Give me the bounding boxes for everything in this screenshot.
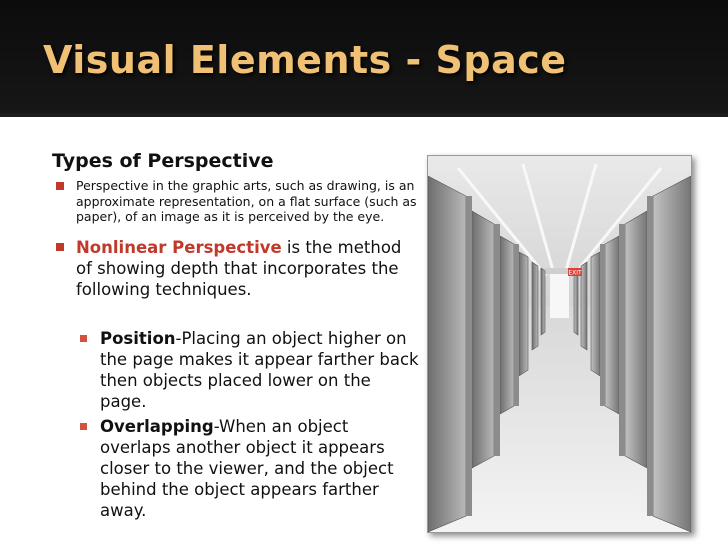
slide-title: Visual Elements - Space bbox=[43, 38, 567, 82]
slide-content bbox=[52, 150, 422, 525]
bullet-nonlinear-perspective bbox=[52, 237, 422, 300]
library-stacks-photo bbox=[427, 155, 692, 533]
subbullet-text: -Placing an object higher on the page makes it appear farther back then objects placed lower on the page. bbox=[100, 328, 419, 411]
subbullet-term: Position bbox=[100, 328, 176, 348]
bullet-text: is the method of showing depth that incorporates the following techniques. bbox=[76, 237, 402, 299]
bullet-square-icon bbox=[56, 243, 64, 251]
subbullet-text: -When an object overlaps another object it appears closer to the viewer, and the object behind the object appears farther away. bbox=[100, 416, 394, 520]
bullet-square-icon bbox=[56, 182, 64, 190]
bullet-perspective-definition bbox=[52, 178, 422, 225]
subbullet-overlapping bbox=[52, 416, 422, 521]
subbullet-position bbox=[52, 328, 422, 412]
bullet-text: Perspective in the graphic arts, such as drawing, is an approximate representation, on a flat surface (such as paper), of an image as it is perceived by the eye. bbox=[76, 178, 417, 224]
title-bar bbox=[0, 0, 728, 113]
bullet-square-icon bbox=[80, 335, 87, 342]
subbullet-term: Overlapping bbox=[100, 416, 214, 436]
title-divider bbox=[0, 113, 728, 117]
exit-sign-text: EXIT bbox=[568, 269, 582, 277]
highlight-term: Nonlinear Perspective bbox=[76, 237, 282, 257]
section-heading: Types of Perspective bbox=[52, 150, 274, 172]
bullet-square-icon bbox=[80, 423, 87, 430]
